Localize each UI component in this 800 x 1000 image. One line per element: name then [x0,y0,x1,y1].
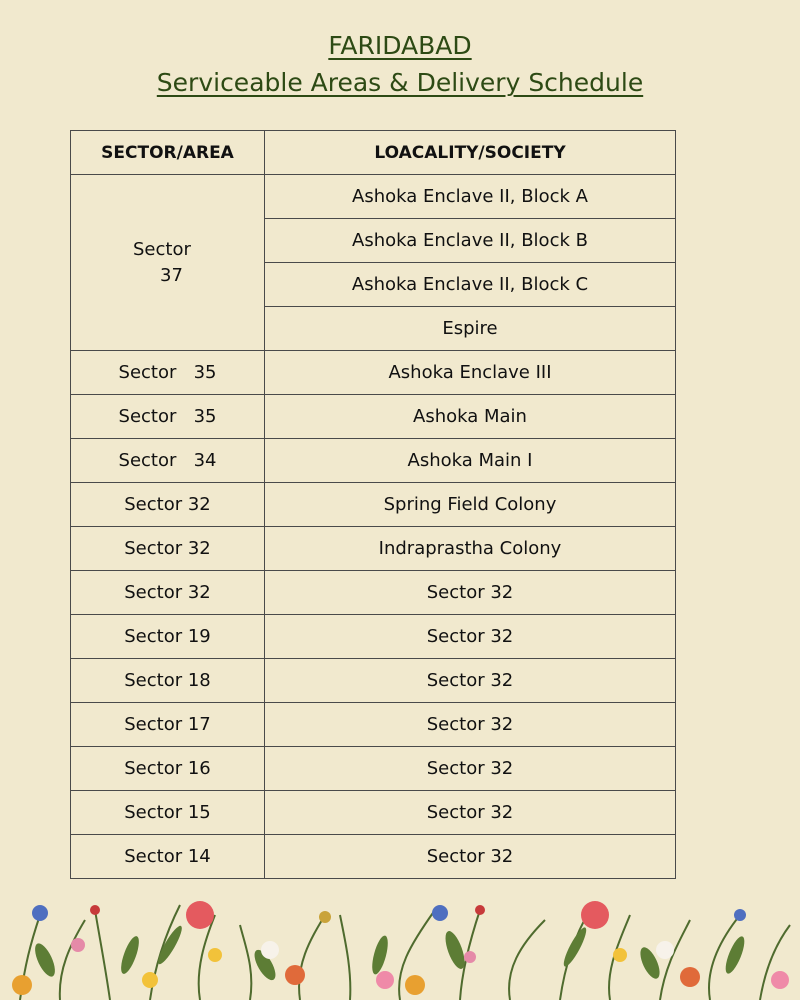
sector-cell: Sector 16 [71,747,265,791]
locality-cell: Ashoka Enclave II, Block C [265,263,676,307]
sector-cell: Sector 17 [71,703,265,747]
service-area-table [70,130,676,879]
sector-number: 37 [160,264,183,286]
sector-cell: Sector 32 [71,527,265,571]
locality-cell: Espire [265,307,676,351]
table-row [71,571,676,615]
floral-border-decoration [0,885,800,1000]
table-row [71,615,676,659]
sector-cell: Sector 35 [71,351,265,395]
column-header-sector: SECTOR/AREA [71,131,265,175]
sector-cell-merged [71,175,265,351]
table-row [71,175,676,219]
locality-cell: Sector 32 [265,747,676,791]
page-subtitle: Serviceable Areas & Delivery Schedule [156,68,644,97]
locality-cell: Ashoka Main I [265,439,676,483]
locality-cell: Indraprastha Colony [265,527,676,571]
locality-cell: Sector 32 [265,791,676,835]
table-row [71,439,676,483]
sector-cell: Sector 14 [71,835,265,879]
sector-cell: Sector 34 [71,439,265,483]
sector-cell: Sector 32 [71,483,265,527]
table-row [71,835,676,879]
table-row [71,791,676,835]
table-row [71,703,676,747]
table-row [71,747,676,791]
sector-cell: Sector 32 [71,571,265,615]
column-header-locality: LOACALITY/SOCIETY [265,131,676,175]
sector-cell: Sector 19 [71,615,265,659]
sector-cell: Sector 18 [71,659,265,703]
table-row [71,483,676,527]
locality-cell: Spring Field Colony [265,483,676,527]
table-row [71,351,676,395]
table-body [71,175,676,879]
sector-cell: Sector 35 [71,395,265,439]
locality-cell: Sector 32 [265,659,676,703]
table-row [71,659,676,703]
table-row [71,527,676,571]
locality-cell: Ashoka Enclave II, Block A [265,175,676,219]
locality-cell: Ashoka Enclave II, Block B [265,219,676,263]
locality-cell: Sector 32 [265,703,676,747]
locality-cell: Sector 32 [265,571,676,615]
sector-cell: Sector 15 [71,791,265,835]
locality-cell: Sector 32 [265,615,676,659]
sector-label: Sector [133,238,191,260]
locality-cell: Ashoka Main [265,395,676,439]
table-header-row [71,131,676,175]
locality-cell: Ashoka Enclave III [265,351,676,395]
locality-cell: Sector 32 [265,835,676,879]
table-row [71,395,676,439]
page-title: FARIDABAD [328,31,472,60]
